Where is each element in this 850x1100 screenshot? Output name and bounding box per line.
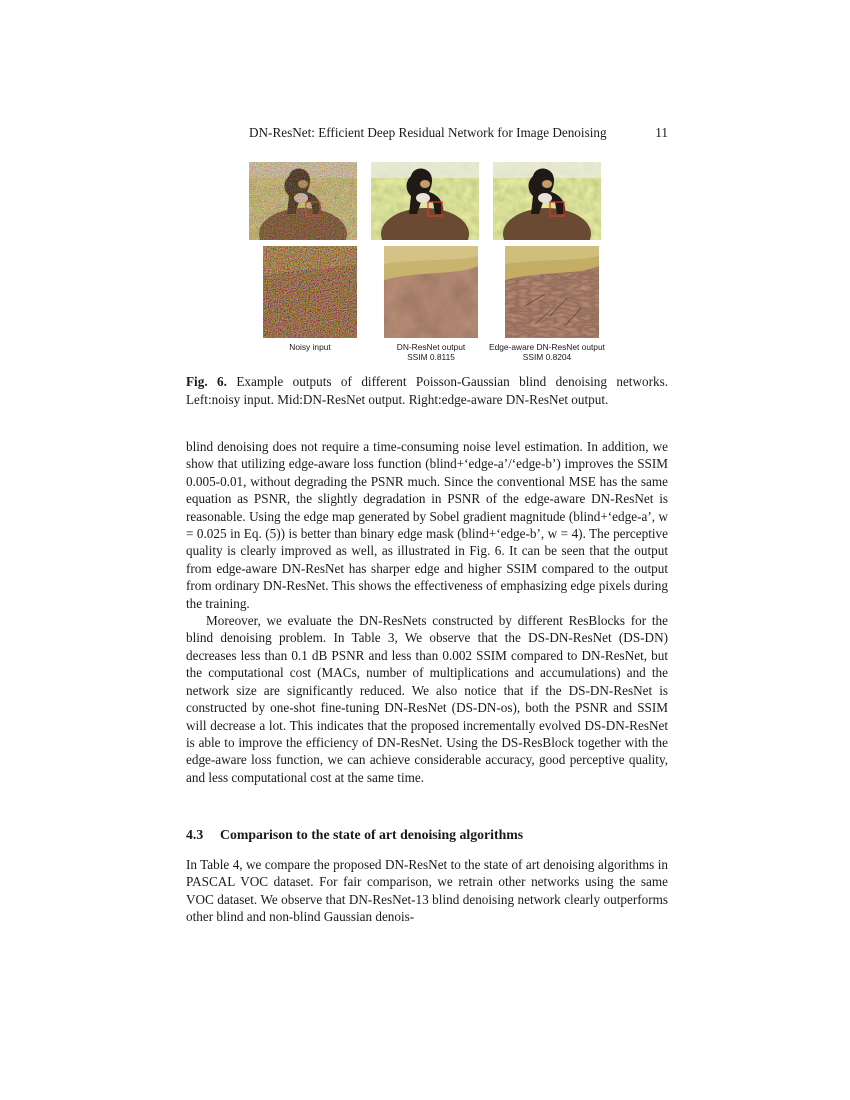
panel-caption-dn-resnet [378,343,484,362]
panel-caption-line: Edge-aware DN-ResNet output [489,342,605,352]
page-number: 11 [655,125,668,140]
figure-caption-text: Example outputs of different Poisson-Gaussian blind denoising networks. Left:noisy input. Mid:DN-ResNet output. Right:edge-aware DN-ResNet output. [186,374,669,407]
body-text-top [186,438,668,786]
body-text-bottom [186,856,668,926]
figure-caption [186,373,668,408]
paragraph: blind denoising does not require a time-consuming noise level estimation. In addition, we show that utilizing edge-aware loss function (blind+‘edge-a’/‘edge-b’) improves the SSIM 0.005-0.01, without degrading the PSNR much. Since the conventional MSE has the same equation as PSNR, the slightly degradation in PSNR of the edge-aware DN-ResNet is reasonable. Using the edge map generated by Sobel gradient magnitude (blind+‘edge-a’, w = 0.025 in Eq. (5)) is better than binary edge mask (blind+‘edge-b’, w = 4). The perceptive quality is clearly improved as well, as illustrated in Fig. 6. It can be seen that the output from edge-aware DN-ResNet has sharper edge and higher SSIM compared to the output from ordinary DN-ResNet. This shows the effectiveness of emphasizing edge pixels during the training. [186,439,668,611]
paragraph: Moreover, we evaluate the DN-ResNets constructed by different ResBlocks for the blind denoising problem. In Table 3, We observe that the DS-DN-ResNet (DS-DN) decreases less than 0.1 dB PSNR and less than 0.002 SSIM compared to DN-ResNet, but the computational cost (MACs, number of multiplications and accumulations) and the network size are significantly reduced. We also notice that if the DS-DN-ResNet is constructed by one-shot fine-tuning DN-ResNet (DS-DN-os), both the PSNR and SSIM will decrease a lot. This indicates that the proposed incrementally evolved DS-DN-ResNet is able to improve the efficiency of DN-ResNet. Using the DS-ResBlock together with the edge-aware loss function, we can achieve considerable accuracy, good perceptive quality, and less computational cost at the same time. [186,613,668,785]
section-heading [186,826,668,844]
panel-caption-line: DN-ResNet output [396,342,466,352]
noisy-crop-image [263,246,357,338]
dn-resnet-crop-image [384,246,478,338]
panel-caption-ssim: SSIM 0.8204 [522,351,572,362]
paragraph: In Table 4, we compare the proposed DN-ResNet to the state of art denoising algorithms in PASCAL VOC dataset. For fair comparison, we retrain other networks using the same VOC dataset. We observe that DN-ResNet-13 blind denoising network clearly outperforms other blind and non-blind Gaussian denois- [186,857,668,925]
running-head [186,124,668,142]
figure-label: Fig. 6. [186,374,227,389]
noisy-full-image [249,162,357,240]
section-title: Comparison to the state of art denoising algorithms [220,827,524,842]
panel-caption-line: Noisy input [289,342,331,352]
running-title: DN-ResNet: Efficient Deep Residual Network for Image Denoising [249,125,607,140]
panel-caption-noisy [259,343,361,353]
section-number: 4.3 [186,827,204,842]
edge-aware-crop-image [505,246,599,338]
dn-resnet-full-image [371,162,479,240]
panel-caption-edge-aware [480,343,614,362]
edge-aware-full-image [493,162,601,240]
panel-caption-ssim: SSIM 0.8115 [407,351,455,362]
